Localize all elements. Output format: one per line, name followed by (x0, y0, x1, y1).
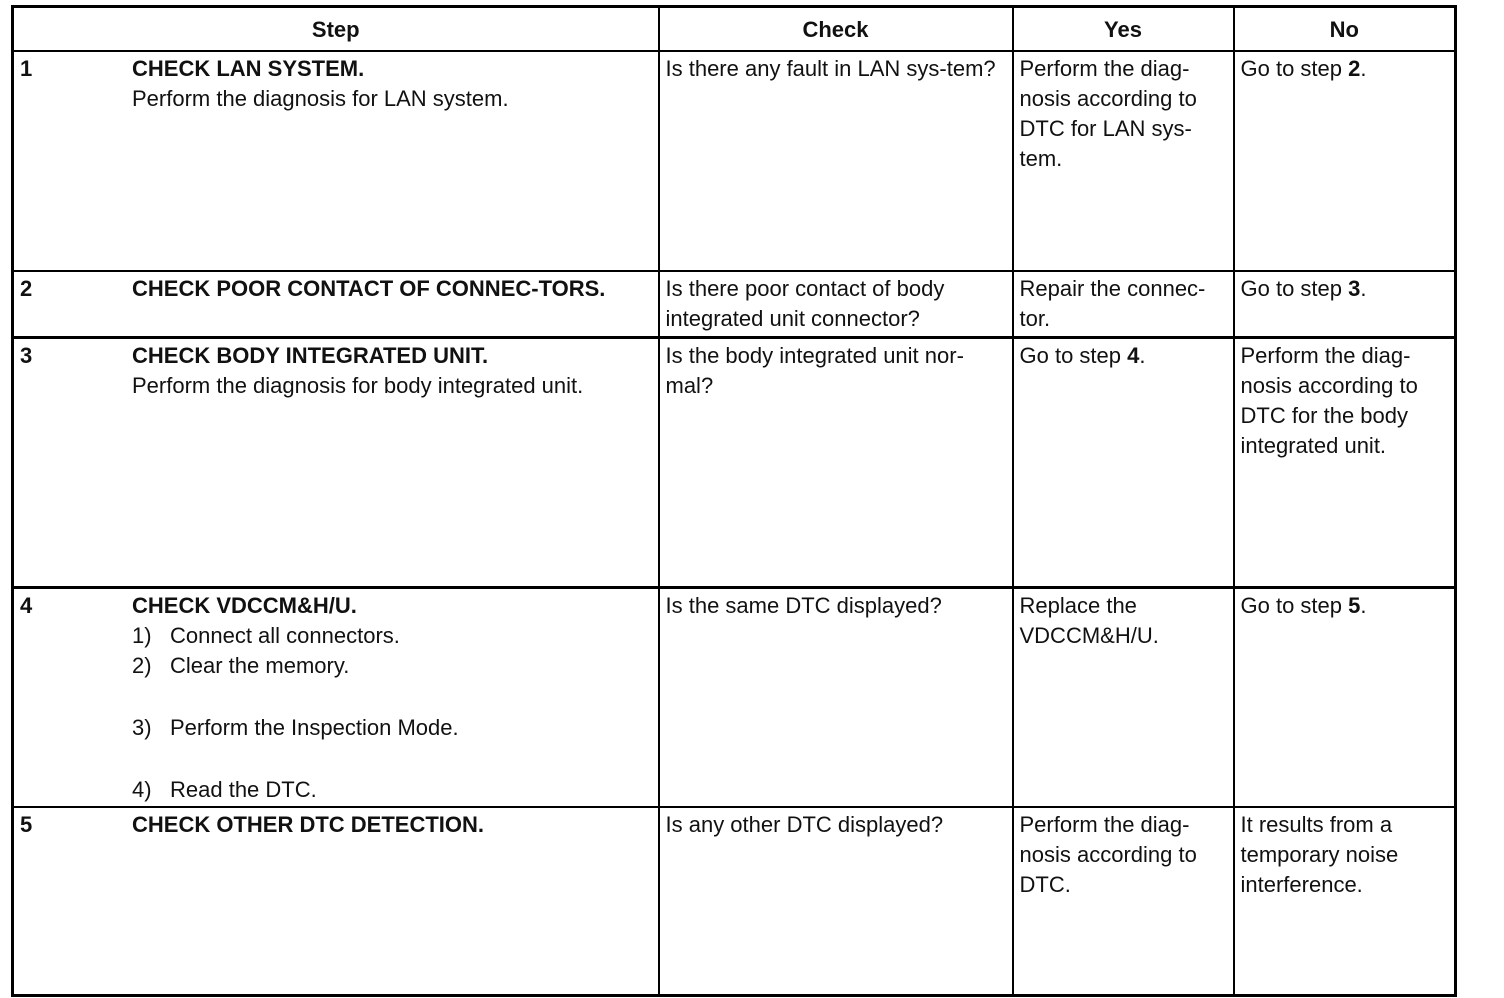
table-row (13, 337, 1456, 587)
yes-cell (1013, 587, 1234, 807)
check-cell (659, 587, 1013, 807)
step-number: 3 (20, 342, 33, 368)
yes-cell (1013, 807, 1234, 995)
substep-text: Connect all connectors. (170, 622, 400, 648)
next-step-number: 4 (1127, 342, 1140, 368)
step-number: 5 (20, 812, 33, 837)
substep-number: 2) (132, 652, 152, 678)
step-cell (13, 51, 659, 271)
yes-text: Go to step (1019, 342, 1128, 368)
step-cell (13, 807, 659, 995)
check-cell (659, 51, 1013, 271)
no-text: Go to step (1240, 56, 1349, 81)
yes-text-suffix: . (1139, 342, 1146, 368)
check-cell (659, 271, 1013, 337)
next-step-number: 2 (1348, 56, 1361, 81)
header-check: Check (659, 7, 1013, 52)
substep-number: 1) (132, 622, 152, 648)
substep-text: Clear the memory. (170, 652, 350, 678)
step-detail: Perform the diagnosis for LAN system. (132, 86, 509, 111)
step-title: CHECK POOR CONTACT OF CONNEC-TORS. (132, 276, 606, 301)
no-text: Perform the diag-nosis according to DTC for the body integrated unit. (1240, 342, 1418, 458)
check-text: Is there poor contact of body integrated unit connector? (665, 276, 945, 331)
diagnosis-table (11, 5, 1457, 997)
no-text: It results from a temporary noise interference. (1240, 812, 1399, 897)
substep (132, 713, 642, 743)
no-cell (1234, 587, 1456, 807)
substep-number: 4) (132, 776, 152, 802)
header-yes: Yes (1013, 7, 1234, 52)
step-number: 4 (20, 592, 33, 618)
no-cell (1234, 271, 1456, 337)
step-cell (13, 337, 659, 587)
step-cell (13, 271, 659, 337)
check-text: Is there any fault in LAN sys-tem? (665, 56, 996, 81)
step-title: CHECK OTHER DTC DETECTION. (132, 812, 484, 837)
yes-text: Repair the connec-tor. (1019, 276, 1206, 331)
check-cell (659, 807, 1013, 995)
yes-cell (1013, 51, 1234, 271)
substep (132, 651, 642, 681)
step-detail: Perform the diagnosis for body integrated unit. (132, 372, 584, 398)
step-title: CHECK VDCCM&H/U. (132, 592, 357, 618)
no-cell (1234, 337, 1456, 587)
no-cell (1234, 51, 1456, 271)
next-step-number: 3 (1348, 276, 1361, 301)
no-text-suffix: . (1360, 276, 1367, 301)
step-title: CHECK BODY INTEGRATED UNIT. (132, 342, 489, 368)
check-text: Is the same DTC displayed? (665, 592, 942, 618)
no-cell (1234, 807, 1456, 995)
table-row (13, 271, 1456, 337)
substep-number: 3) (132, 714, 152, 740)
header-row (13, 7, 1456, 52)
yes-cell (1013, 337, 1234, 587)
no-text-suffix: . (1360, 592, 1367, 618)
substep-text: Perform the Inspection Mode. (170, 714, 459, 740)
no-text: Go to step (1240, 276, 1349, 301)
step-number: 1 (20, 56, 33, 81)
substep-text: Read the DTC. (170, 776, 317, 802)
diagnosis-table-container (11, 5, 1457, 997)
yes-text: Perform the diag-nosis according to DTC for LAN sys-tem. (1019, 56, 1197, 171)
table-row (13, 51, 1456, 271)
header-step: Step (13, 7, 659, 52)
check-text: Is any other DTC displayed? (665, 812, 944, 837)
yes-cell (1013, 271, 1234, 337)
check-cell (659, 337, 1013, 587)
check-text: Is the body integrated unit nor-mal? (665, 342, 964, 398)
substep (132, 621, 642, 651)
yes-text: Perform the diag-nosis according to DTC. (1019, 812, 1197, 897)
yes-text: Replace the VDCCM&H/U. (1019, 592, 1159, 648)
no-text: Go to step (1240, 592, 1349, 618)
step-title: CHECK LAN SYSTEM. (132, 56, 365, 81)
table-row (13, 807, 1456, 995)
next-step-number: 5 (1348, 592, 1361, 618)
step-number: 2 (20, 276, 33, 301)
substep (132, 775, 642, 805)
step-cell (13, 587, 659, 807)
table-row (13, 587, 1456, 807)
no-text-suffix: . (1360, 56, 1367, 81)
header-no: No (1234, 7, 1456, 52)
